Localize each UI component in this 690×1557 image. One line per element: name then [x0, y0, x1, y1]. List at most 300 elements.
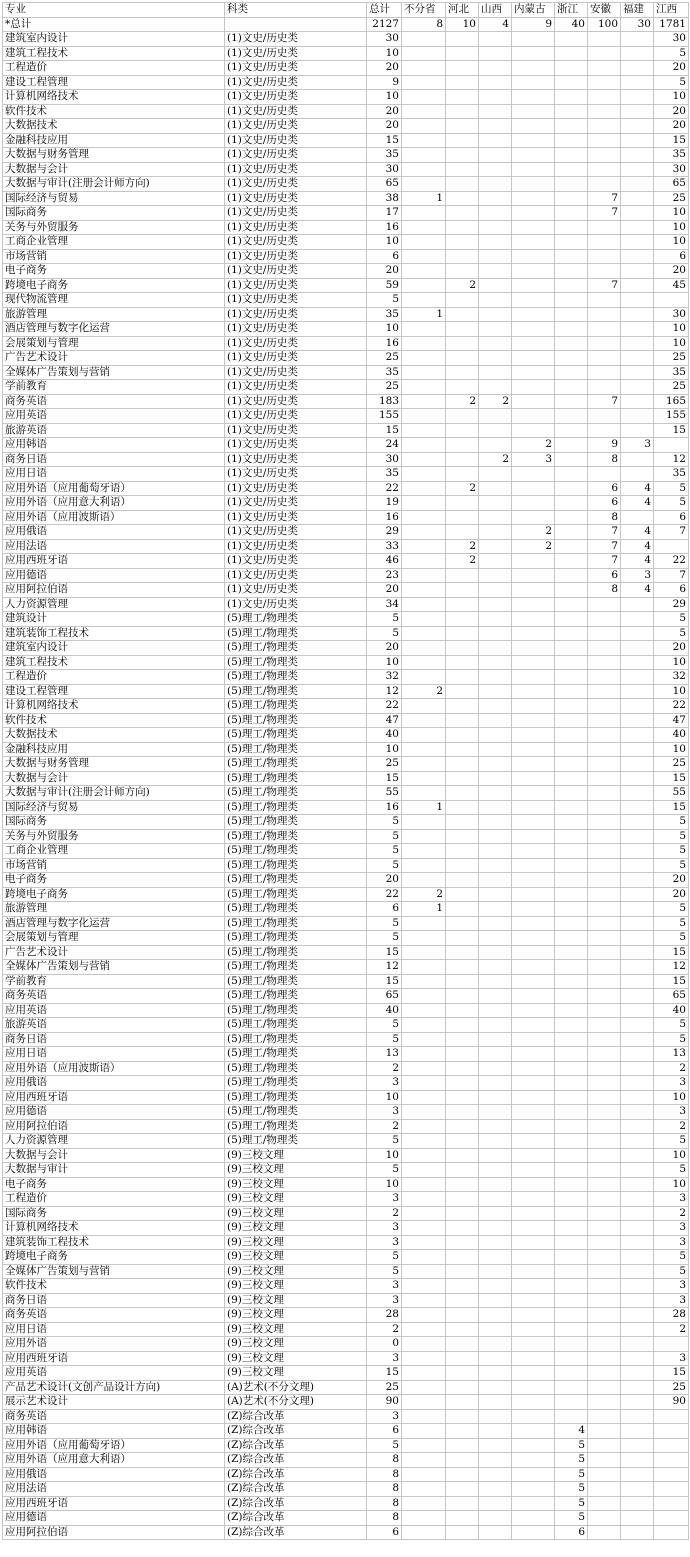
- category-cell: (1)文史/历史类: [225, 423, 367, 438]
- table-row: [3, 1047, 689, 1062]
- anhui-cell: [588, 220, 621, 235]
- table-row: [3, 945, 689, 960]
- zhejiang-cell: [555, 1337, 588, 1352]
- table-row: [3, 1032, 689, 1047]
- hebei-cell: [446, 1076, 479, 1091]
- table-row: [3, 307, 689, 322]
- total-cell: 3: [367, 1351, 402, 1366]
- zhejiang-cell: [555, 278, 588, 293]
- jiangxi-cell: 5: [654, 1134, 689, 1149]
- category-cell: (9)三校文理: [225, 1148, 367, 1163]
- jiangxi-cell: 10: [654, 322, 689, 337]
- total-cell: 12: [367, 684, 402, 699]
- total-cell: 29: [367, 525, 402, 540]
- anhui-cell: [588, 960, 621, 975]
- inner-mongolia-cell: [512, 177, 555, 192]
- inner-mongolia-cell: [512, 365, 555, 380]
- inner-mongolia-cell: [512, 394, 555, 409]
- major-cell: 建筑工程技术: [3, 655, 225, 670]
- zhejiang-cell: [555, 568, 588, 583]
- inner-mongolia-cell: [512, 1061, 555, 1076]
- inner-mongolia-cell: [512, 1221, 555, 1236]
- major-cell: 金融科技应用: [3, 742, 225, 757]
- no-province-cell: [402, 1090, 446, 1105]
- zhejiang-cell: [555, 670, 588, 685]
- fujian-cell: [621, 1235, 654, 1250]
- hebei-cell: [446, 104, 479, 119]
- table-row: [3, 1380, 689, 1395]
- fujian-cell: [621, 916, 654, 931]
- fujian-cell: 4: [621, 481, 654, 496]
- hebei-cell: [446, 1090, 479, 1105]
- zhejiang-cell: [555, 46, 588, 61]
- inner-mongolia-cell: [512, 1264, 555, 1279]
- anhui-cell: [588, 858, 621, 873]
- zhejiang-cell: 5: [555, 1482, 588, 1497]
- jiangxi-cell: 5: [654, 46, 689, 61]
- table-row: [3, 1250, 689, 1265]
- anhui-cell: 7: [588, 394, 621, 409]
- zhejiang-cell: 6: [555, 1525, 588, 1540]
- anhui-cell: [588, 1366, 621, 1381]
- major-cell: 全媒体广告策划与营销: [3, 960, 225, 975]
- category-cell: (1)文史/历史类: [225, 220, 367, 235]
- category-cell: (9)三校文理: [225, 1235, 367, 1250]
- fujian-cell: [621, 1293, 654, 1308]
- hebei-cell: [446, 1250, 479, 1265]
- category-cell: (5)理工/物理类: [225, 1105, 367, 1120]
- category-cell: (Z)综合改革: [225, 1511, 367, 1526]
- no-province-cell: [402, 32, 446, 47]
- total-cell: 5: [367, 626, 402, 641]
- table-row: [3, 148, 689, 163]
- table-body: [3, 32, 689, 1540]
- no-province-cell: [402, 1206, 446, 1221]
- anhui-cell: [588, 46, 621, 61]
- no-province-cell: [402, 829, 446, 844]
- total-cell: 15: [367, 974, 402, 989]
- jiangxi-cell: 6: [654, 583, 689, 598]
- total-cell: 16: [367, 220, 402, 235]
- category-cell: (1)文史/历史类: [225, 249, 367, 264]
- inner-mongolia-cell: [512, 1235, 555, 1250]
- inner-mongolia-cell: [512, 916, 555, 931]
- inner-mongolia-cell: [512, 1525, 555, 1540]
- total-cell: 4: [479, 17, 512, 32]
- anhui-cell: 8: [588, 583, 621, 598]
- shanxi-cell: [479, 1264, 512, 1279]
- anhui-cell: [588, 1134, 621, 1149]
- major-cell: 学前教育: [3, 974, 225, 989]
- no-province-cell: [402, 960, 446, 975]
- shanxi-cell: [479, 307, 512, 322]
- category-cell: (5)理工/物理类: [225, 974, 367, 989]
- category-cell: (5)理工/物理类: [225, 1076, 367, 1091]
- category-cell: (5)理工/物理类: [225, 1134, 367, 1149]
- major-cell: 旅游管理: [3, 307, 225, 322]
- jiangxi-cell: [654, 438, 689, 453]
- inner-mongolia-cell: [512, 771, 555, 786]
- shanxi-cell: [479, 61, 512, 76]
- zhejiang-cell: [555, 800, 588, 815]
- zhejiang-cell: 5: [555, 1511, 588, 1526]
- inner-mongolia-cell: [512, 1467, 555, 1482]
- fujian-cell: [621, 1047, 654, 1062]
- category-cell: (5)理工/物理类: [225, 728, 367, 743]
- table-row: [3, 1525, 689, 1540]
- table-row: [3, 525, 689, 540]
- fujian-cell: [621, 90, 654, 105]
- jiangxi-cell: 25: [654, 351, 689, 366]
- hebei-cell: [446, 365, 479, 380]
- total-cell: 5: [367, 1163, 402, 1178]
- fujian-cell: [621, 844, 654, 859]
- anhui-cell: [588, 1424, 621, 1439]
- anhui-cell: 6: [588, 568, 621, 583]
- jiangxi-cell: 3: [654, 1293, 689, 1308]
- total-cell: 3: [367, 1293, 402, 1308]
- fujian-cell: [621, 1395, 654, 1410]
- category-cell: (1)文史/历史类: [225, 394, 367, 409]
- table-row: [3, 1105, 689, 1120]
- hebei-cell: [446, 1308, 479, 1323]
- total-cell: 5: [367, 293, 402, 308]
- major-cell: 应用俄语: [3, 1467, 225, 1482]
- total-cell: 10: [367, 1090, 402, 1105]
- inner-mongolia-cell: [512, 307, 555, 322]
- major-cell: 应用英语: [3, 1003, 225, 1018]
- zhejiang-cell: [555, 539, 588, 554]
- hebei-cell: [446, 1525, 479, 1540]
- jiangxi-cell: 5: [654, 902, 689, 917]
- fujian-cell: [621, 989, 654, 1004]
- fujian-cell: [621, 1105, 654, 1120]
- fujian-cell: [621, 162, 654, 177]
- total-cell: 20: [367, 583, 402, 598]
- table-row: [3, 1090, 689, 1105]
- no-province-cell: [402, 1424, 446, 1439]
- major-cell: 大数据技术: [3, 119, 225, 134]
- anhui-cell: [588, 1032, 621, 1047]
- zhejiang-cell: [555, 1250, 588, 1265]
- major-cell: 应用韩语: [3, 1424, 225, 1439]
- jiangxi-cell: 35: [654, 365, 689, 380]
- zhejiang-cell: [555, 699, 588, 714]
- jiangxi-cell: [654, 1409, 689, 1424]
- category-cell: (9)三校文理: [225, 1293, 367, 1308]
- no-province-cell: [402, 1250, 446, 1265]
- no-province-cell: [402, 423, 446, 438]
- fujian-cell: [621, 293, 654, 308]
- hebei-cell: [446, 1221, 479, 1236]
- hebei-cell: [446, 467, 479, 482]
- category-cell: (1)文史/历史类: [225, 568, 367, 583]
- no-province-cell: [402, 539, 446, 554]
- table-row: [3, 61, 689, 76]
- zhejiang-cell: [555, 1380, 588, 1395]
- total-cell: 40: [555, 17, 588, 32]
- hebei-cell: [446, 409, 479, 424]
- category-cell: (1)文史/历史类: [225, 438, 367, 453]
- total-cell: 2: [367, 1206, 402, 1221]
- anhui-cell: [588, 1148, 621, 1163]
- anhui-cell: [588, 264, 621, 279]
- inner-mongolia-cell: [512, 380, 555, 395]
- shanxi-cell: [479, 815, 512, 830]
- major-cell: 学前教育: [3, 380, 225, 395]
- shanxi-cell: [479, 916, 512, 931]
- total-cell: 6: [367, 1525, 402, 1540]
- fujian-cell: [621, 61, 654, 76]
- table-row: [3, 699, 689, 714]
- major-cell: 计算机网络技术: [3, 1221, 225, 1236]
- no-province-cell: [402, 612, 446, 627]
- zhejiang-cell: [555, 467, 588, 482]
- shanxi-cell: [479, 1351, 512, 1366]
- fujian-cell: [621, 815, 654, 830]
- no-province-cell: [402, 1438, 446, 1453]
- jiangxi-cell: 10: [654, 235, 689, 250]
- category-cell: (Z)综合改革: [225, 1525, 367, 1540]
- anhui-cell: [588, 148, 621, 163]
- inner-mongolia-cell: [512, 1177, 555, 1192]
- anhui-cell: 7: [588, 554, 621, 569]
- category-cell: (9)三校文理: [225, 1177, 367, 1192]
- inner-mongolia-cell: [512, 1279, 555, 1294]
- anhui-cell: [588, 1163, 621, 1178]
- category-cell: (5)理工/物理类: [225, 873, 367, 888]
- anhui-cell: [588, 380, 621, 395]
- anhui-cell: [588, 177, 621, 192]
- shanxi-cell: [479, 554, 512, 569]
- table-row: [3, 1192, 689, 1207]
- table-row: [3, 336, 689, 351]
- shanxi-cell: [479, 974, 512, 989]
- total-cell: 19: [367, 496, 402, 511]
- shanxi-cell: [479, 902, 512, 917]
- inner-mongolia-cell: [512, 1453, 555, 1468]
- shanxi-cell: [479, 757, 512, 772]
- total-cell: 22: [367, 887, 402, 902]
- no-province-cell: [402, 1453, 446, 1468]
- anhui-cell: [588, 423, 621, 438]
- category-cell: (1)文史/历史类: [225, 365, 367, 380]
- fujian-cell: [621, 1380, 654, 1395]
- table-row: [3, 626, 689, 641]
- fujian-cell: [621, 249, 654, 264]
- anhui-cell: [588, 119, 621, 134]
- table-row: [3, 873, 689, 888]
- hebei-cell: [446, 626, 479, 641]
- inner-mongolia-cell: [512, 1511, 555, 1526]
- total-cell: 10: [367, 1177, 402, 1192]
- no-province-cell: [402, 133, 446, 148]
- no-province-cell: [402, 1337, 446, 1352]
- header-no-province: 不分省: [402, 3, 446, 18]
- no-province-cell: [402, 641, 446, 656]
- total-cell: 5: [367, 844, 402, 859]
- major-cell: 旅游英语: [3, 1018, 225, 1033]
- category-cell: (5)理工/物理类: [225, 713, 367, 728]
- no-province-cell: [402, 496, 446, 511]
- fujian-cell: [621, 1409, 654, 1424]
- total-cell: 55: [367, 786, 402, 801]
- category-cell: (1)文史/历史类: [225, 510, 367, 525]
- major-cell: 电子商务: [3, 1177, 225, 1192]
- category-cell: (9)三校文理: [225, 1221, 367, 1236]
- anhui-cell: [588, 249, 621, 264]
- table-row: [3, 728, 689, 743]
- table-row: [3, 365, 689, 380]
- inner-mongolia-cell: [512, 626, 555, 641]
- major-cell: 计算机网络技术: [3, 90, 225, 105]
- table-row: [3, 974, 689, 989]
- inner-mongolia-cell: [512, 235, 555, 250]
- fujian-cell: [621, 510, 654, 525]
- total-cell: 23: [367, 568, 402, 583]
- jiangxi-cell: 10: [654, 684, 689, 699]
- jiangxi-cell: 10: [654, 336, 689, 351]
- category-cell: (5)理工/物理类: [225, 844, 367, 859]
- shanxi-cell: [479, 1482, 512, 1497]
- inner-mongolia-cell: [512, 887, 555, 902]
- major-cell: 国际经济与贸易: [3, 191, 225, 206]
- major-cell: 人力资源管理: [3, 1134, 225, 1149]
- no-province-cell: [402, 1308, 446, 1323]
- zhejiang-cell: [555, 1163, 588, 1178]
- jiangxi-cell: [654, 1424, 689, 1439]
- fujian-cell: [621, 235, 654, 250]
- jiangxi-cell: 25: [654, 380, 689, 395]
- fujian-cell: [621, 1525, 654, 1540]
- table-row: [3, 351, 689, 366]
- major-cell: 应用俄语: [3, 1076, 225, 1091]
- total-cell: 20: [367, 119, 402, 134]
- major-cell: 应用俄语: [3, 525, 225, 540]
- no-province-cell: [402, 670, 446, 685]
- total-cell: 8: [367, 1482, 402, 1497]
- shanxi-cell: [479, 1163, 512, 1178]
- category-cell: (5)理工/物理类: [225, 757, 367, 772]
- anhui-cell: 7: [588, 206, 621, 221]
- hebei-cell: [446, 1511, 479, 1526]
- inner-mongolia-cell: 2: [512, 539, 555, 554]
- inner-mongolia-cell: [512, 467, 555, 482]
- fujian-cell: [621, 1264, 654, 1279]
- category-cell: (Z)综合改革: [225, 1453, 367, 1468]
- shanxi-cell: [479, 90, 512, 105]
- shanxi-cell: [479, 1032, 512, 1047]
- total-cell: 28: [367, 1308, 402, 1323]
- anhui-cell: [588, 1496, 621, 1511]
- fujian-cell: [621, 1206, 654, 1221]
- no-province-cell: [402, 742, 446, 757]
- no-province-cell: 2: [402, 887, 446, 902]
- jiangxi-cell: [654, 1453, 689, 1468]
- table-row: [3, 902, 689, 917]
- shanxi-cell: [479, 684, 512, 699]
- hebei-cell: [446, 510, 479, 525]
- total-cell: 35: [367, 467, 402, 482]
- table-row: [3, 423, 689, 438]
- fujian-cell: [621, 322, 654, 337]
- major-cell: 大数据与审计(注册会计师方向): [3, 786, 225, 801]
- total-cell: 46: [367, 554, 402, 569]
- no-province-cell: [402, 916, 446, 931]
- hebei-cell: 2: [446, 554, 479, 569]
- major-cell: 关务与外贸服务: [3, 220, 225, 235]
- shanxi-cell: [479, 612, 512, 627]
- total-cell: 3: [367, 1192, 402, 1207]
- no-province-cell: [402, 177, 446, 192]
- fujian-cell: [621, 307, 654, 322]
- jiangxi-cell: [654, 1482, 689, 1497]
- category-cell: (Z)综合改革: [225, 1409, 367, 1424]
- major-cell: 广告艺术设计: [3, 351, 225, 366]
- jiangxi-cell: 10: [654, 206, 689, 221]
- anhui-cell: [588, 1250, 621, 1265]
- enrollment-plan-table: [2, 2, 689, 1540]
- hebei-cell: [446, 829, 479, 844]
- total-cell: 17: [367, 206, 402, 221]
- total-cell: 5: [367, 916, 402, 931]
- category-cell: (9)三校文理: [225, 1264, 367, 1279]
- total-cell: 20: [367, 873, 402, 888]
- total-cell: 6: [367, 1424, 402, 1439]
- shanxi-cell: [479, 322, 512, 337]
- shanxi-cell: [479, 264, 512, 279]
- anhui-cell: [588, 1018, 621, 1033]
- shanxi-cell: [479, 525, 512, 540]
- inner-mongolia-cell: [512, 278, 555, 293]
- total-cell: 2: [367, 1119, 402, 1134]
- inner-mongolia-cell: [512, 815, 555, 830]
- fujian-cell: [621, 974, 654, 989]
- table-row: [3, 46, 689, 61]
- zhejiang-cell: [555, 61, 588, 76]
- zhejiang-cell: [555, 1264, 588, 1279]
- no-province-cell: [402, 1221, 446, 1236]
- category-cell: (1)文史/历史类: [225, 148, 367, 163]
- category-cell: (Z)综合改革: [225, 1424, 367, 1439]
- table-row: [3, 554, 689, 569]
- inner-mongolia-cell: [512, 61, 555, 76]
- total-cell: 22: [367, 699, 402, 714]
- inner-mongolia-cell: [512, 1032, 555, 1047]
- fujian-cell: [621, 902, 654, 917]
- table-row: [3, 800, 689, 815]
- shanxi-cell: [479, 1496, 512, 1511]
- zhejiang-cell: [555, 1308, 588, 1323]
- no-province-cell: [402, 1351, 446, 1366]
- table-row: [3, 960, 689, 975]
- fujian-cell: [621, 1163, 654, 1178]
- shanxi-cell: [479, 931, 512, 946]
- fujian-cell: [621, 119, 654, 134]
- anhui-cell: 7: [588, 278, 621, 293]
- category-cell: (Z)综合改革: [225, 1496, 367, 1511]
- shanxi-cell: [479, 177, 512, 192]
- zhejiang-cell: [555, 75, 588, 90]
- fujian-cell: [621, 1308, 654, 1323]
- zhejiang-cell: [555, 902, 588, 917]
- hebei-cell: [446, 568, 479, 583]
- no-province-cell: [402, 394, 446, 409]
- no-province-cell: [402, 945, 446, 960]
- table-row: [3, 1482, 689, 1497]
- hebei-cell: 2: [446, 278, 479, 293]
- shanxi-cell: [479, 249, 512, 264]
